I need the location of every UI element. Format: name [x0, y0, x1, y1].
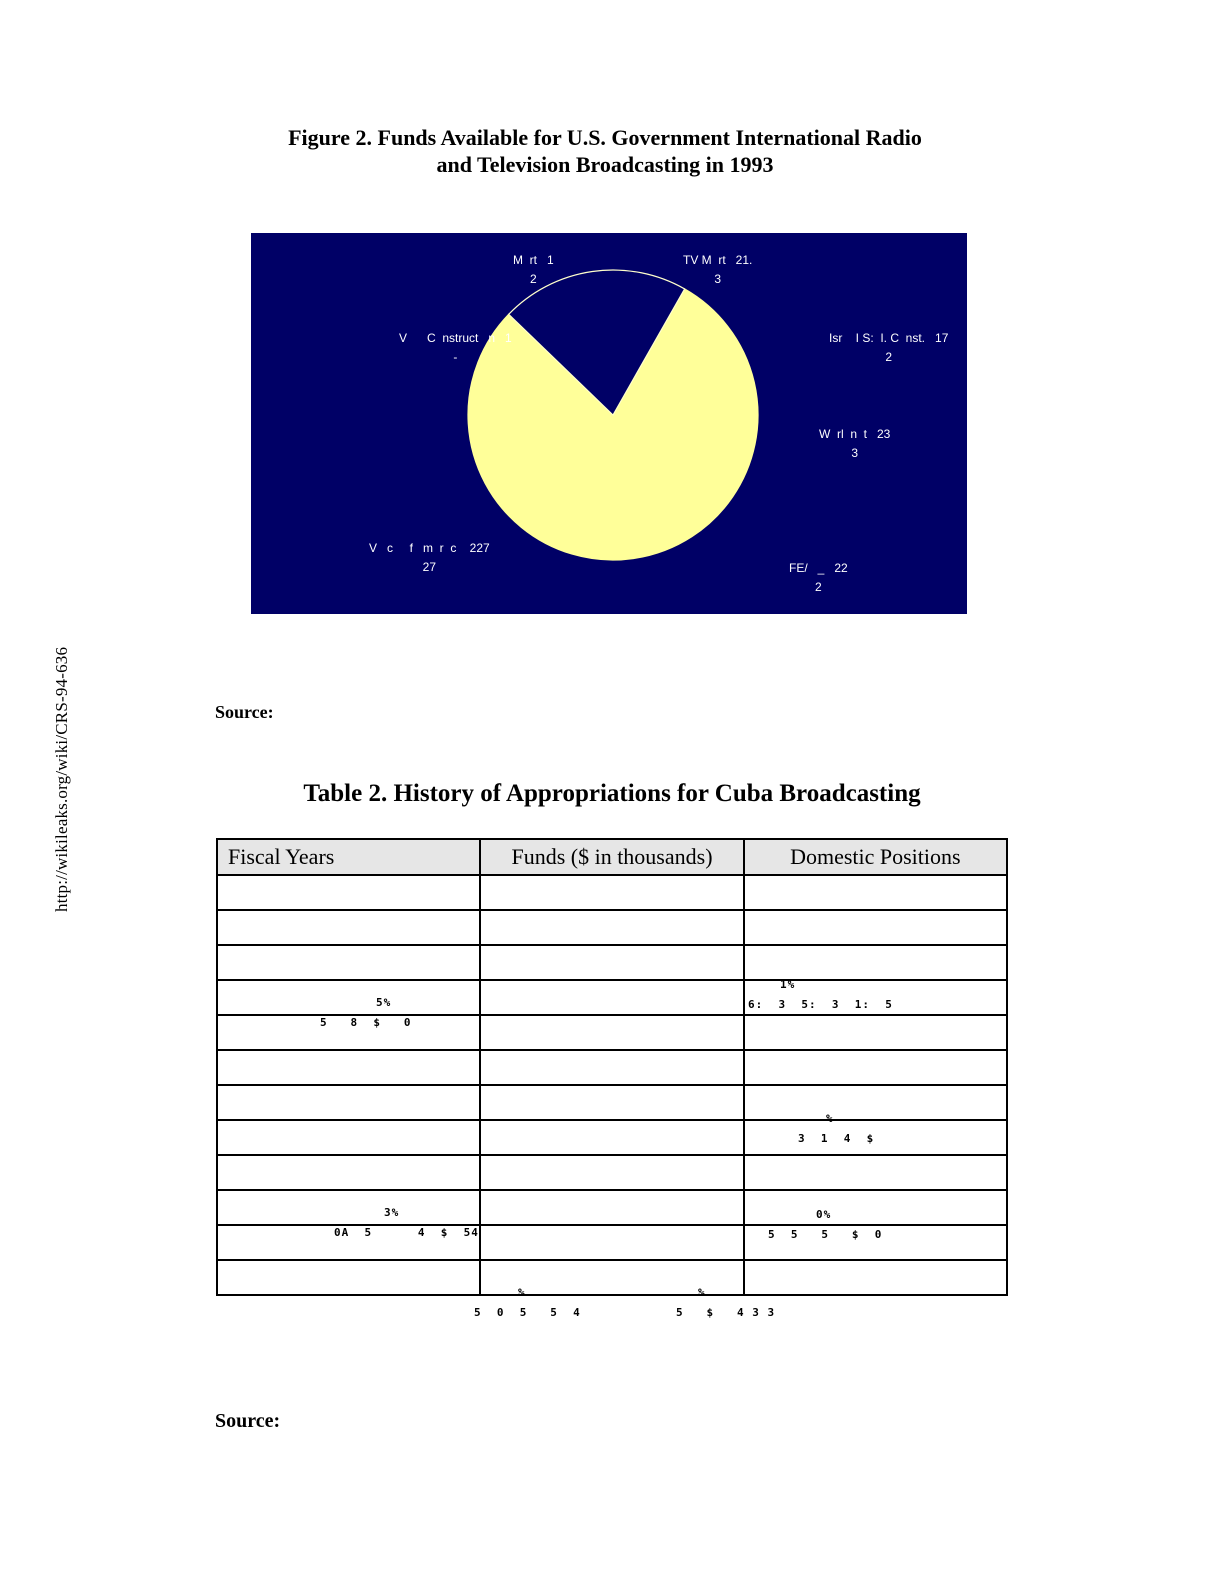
table-row	[217, 910, 1007, 945]
figure-title	[200, 124, 1010, 178]
cell-domestic-positions	[744, 910, 1007, 945]
cell-funds	[480, 980, 743, 1015]
glyph-artifact: %	[518, 1286, 526, 1299]
pie-label-line1: FE/ _ 22	[789, 561, 848, 575]
pie-label	[399, 329, 512, 367]
cell-fiscal-year	[217, 945, 480, 980]
pie-label-line2: 2	[815, 580, 822, 594]
cell-fiscal-year	[217, 1120, 480, 1155]
side-url-watermark: http://wikileaks.org/wiki/CRS-94-636	[52, 646, 71, 912]
header-fiscal-years: Fiscal Years	[217, 839, 480, 875]
cell-domestic-positions	[744, 1260, 1007, 1295]
cell-fiscal-year	[217, 1190, 480, 1225]
table-row	[217, 1260, 1007, 1295]
table-header-row	[217, 839, 1007, 875]
glyph-artifact: 5 8 $ 0	[320, 1016, 412, 1029]
table-row	[217, 1190, 1007, 1225]
pie-label-line1: Isr I S: I. C nst. 17	[829, 331, 949, 345]
figure-source-label: Source:	[215, 702, 274, 722]
cell-funds	[480, 1120, 743, 1155]
cell-funds	[480, 1085, 743, 1120]
table-row	[217, 1120, 1007, 1155]
cell-funds	[480, 1225, 743, 1260]
cell-fiscal-year	[217, 1050, 480, 1085]
header-funds: Funds ($ in thousands)	[480, 839, 743, 875]
pie-label	[683, 251, 752, 289]
cell-domestic-positions	[744, 1155, 1007, 1190]
cell-fiscal-year	[217, 875, 480, 910]
glyph-artifact: %	[826, 1112, 834, 1125]
cell-fiscal-year	[217, 980, 480, 1015]
cell-fiscal-year	[217, 1085, 480, 1120]
pie-label-line2: 2	[529, 272, 537, 286]
cell-funds	[480, 910, 743, 945]
pie-label-line1: M rt 1	[513, 253, 554, 267]
cell-fiscal-year	[217, 1260, 480, 1295]
glyph-artifact: 5 5 5 $ 0	[768, 1228, 883, 1241]
cell-fiscal-year	[217, 1155, 480, 1190]
cell-funds	[480, 875, 743, 910]
cell-domestic-positions	[744, 1085, 1007, 1120]
glyph-artifact: 3 1 4 $	[798, 1132, 875, 1145]
pie-label-line2: -	[453, 350, 458, 364]
cell-funds	[480, 1050, 743, 1085]
cell-fiscal-year	[217, 910, 480, 945]
pie-label-line2: 3	[851, 446, 859, 460]
glyph-artifact: 0A 5 4 $ 54	[334, 1226, 479, 1239]
glyph-artifact: 0%	[816, 1208, 832, 1221]
pie-label-line1: TV M rt 21.	[683, 253, 753, 267]
glyph-artifact: 5 0 5 5 4	[474, 1306, 581, 1319]
figure-title-line1: Figure 2. Funds Available for U.S. Government International Radio	[288, 125, 922, 150]
pie-label-line2: 27	[422, 560, 437, 574]
glyph-artifact: 1%	[780, 978, 796, 991]
cell-domestic-positions	[744, 1015, 1007, 1050]
table-row	[217, 875, 1007, 910]
cell-domestic-positions	[744, 1120, 1007, 1155]
pie-label	[513, 251, 554, 289]
table-source-label: Source:	[215, 1410, 281, 1432]
pie-label	[819, 425, 890, 463]
table-row	[217, 1155, 1007, 1190]
pie-label	[789, 559, 848, 597]
pie-label	[829, 329, 948, 367]
cell-funds	[480, 945, 743, 980]
cell-domestic-positions	[744, 945, 1007, 980]
cell-funds	[480, 1015, 743, 1050]
glyph-artifact: 6: 3 5: 3 1: 5	[748, 998, 893, 1011]
cell-funds	[480, 1190, 743, 1225]
pie-chart	[251, 233, 967, 614]
pie-label-line1: V C nstruct n 1	[399, 331, 512, 345]
pie-label-line1: V c f m r c 227	[369, 541, 490, 555]
pie-label-line2: 3	[714, 272, 722, 286]
header-domestic-positions: Domestic Positions	[744, 839, 1007, 875]
pie-label-line2: 2	[885, 350, 893, 364]
pie-chart-svg	[251, 233, 967, 614]
pie-label-line1: W rl n t 23	[819, 427, 891, 441]
table-title: Table 2. History of Appropriations for Cuba Broadcasting	[303, 780, 921, 807]
glyph-artifact: 3%	[384, 1206, 400, 1219]
cell-domestic-positions	[744, 875, 1007, 910]
figure-title-line2: and Television Broadcasting in 1993	[436, 152, 774, 177]
cell-funds	[480, 1155, 743, 1190]
table-row	[217, 945, 1007, 980]
cell-domestic-positions	[744, 1050, 1007, 1085]
glyph-artifact: 5%	[376, 996, 392, 1009]
glyph-artifact: 5 $ 4 3 3	[676, 1306, 776, 1319]
table-row	[217, 1085, 1007, 1120]
table-row	[217, 1050, 1007, 1085]
glyph-artifact: %	[698, 1286, 706, 1299]
pie-label	[369, 539, 490, 577]
cell-domestic-positions	[744, 1190, 1007, 1225]
